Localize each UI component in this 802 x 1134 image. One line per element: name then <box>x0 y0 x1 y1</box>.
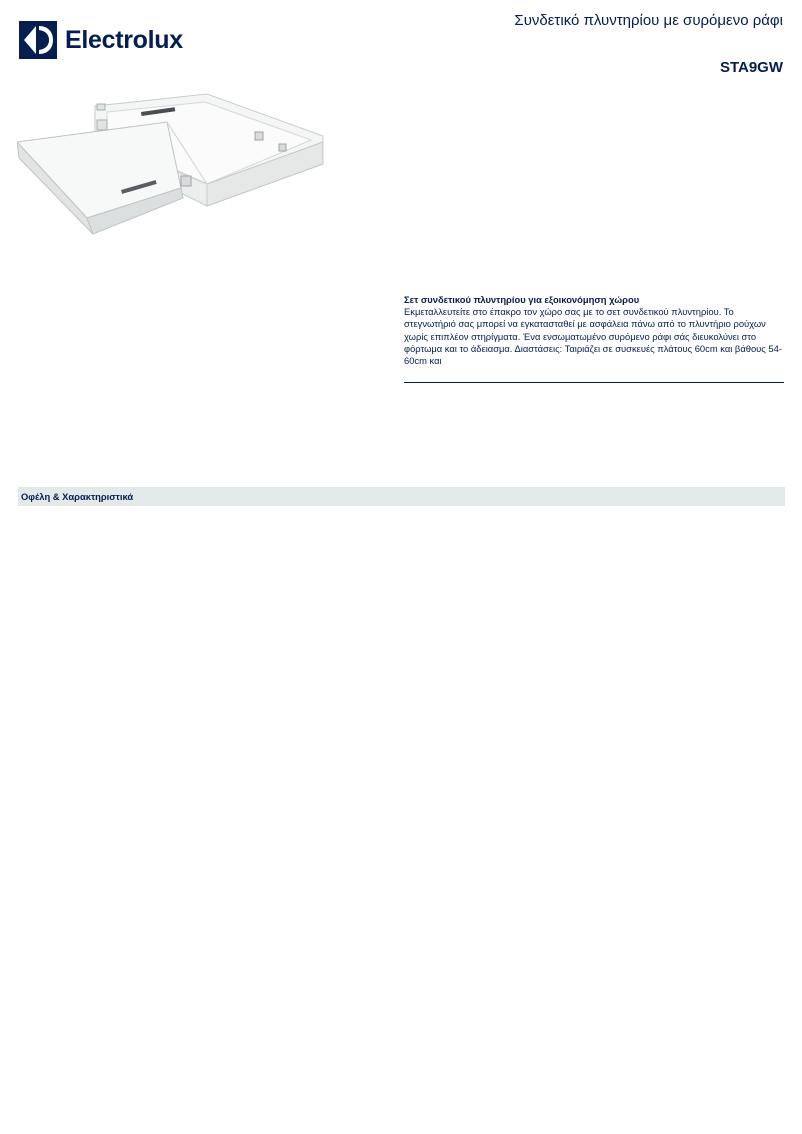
product-description <box>404 294 784 367</box>
features-section-header <box>18 487 785 506</box>
description-heading: Σετ συνδετικού πλυντηρίου για εξοικονόμηση χώρου <box>404 294 640 305</box>
electrolux-logo-icon <box>19 21 57 59</box>
document-title: Συνδετικό πλυντηρίου με συρόμενο ράφι <box>514 12 783 29</box>
brand-logo <box>19 21 183 59</box>
stacking-kit-image <box>17 86 325 238</box>
brand-name: Electrolux <box>65 25 183 54</box>
model-code: STA9GW <box>719 59 783 76</box>
description-body: Εκμεταλλευτείτε στο έπακρο τον χώρο σας με το σετ συνδετικού πλυντηρίου. Το στεγνωτήριό σας μπορεί να εγκατασταθεί με ασφάλεια πάνω από το πλυντήριο ρούχων χωρίς επιπλέον στηρίγματα. Ένα ενσωματωμένο συρόμενο ράφι σάς διευκολύνει στο φόρτωμα και το άδειασμα. Διαστάσεις: Ταιριάζει σε συσκευές πλάτους 60cm και βάθους 54-60cm και <box>404 306 782 367</box>
features-section-title: Οφέλη & Χαρακτηριστικά <box>21 491 134 502</box>
divider <box>404 382 784 383</box>
